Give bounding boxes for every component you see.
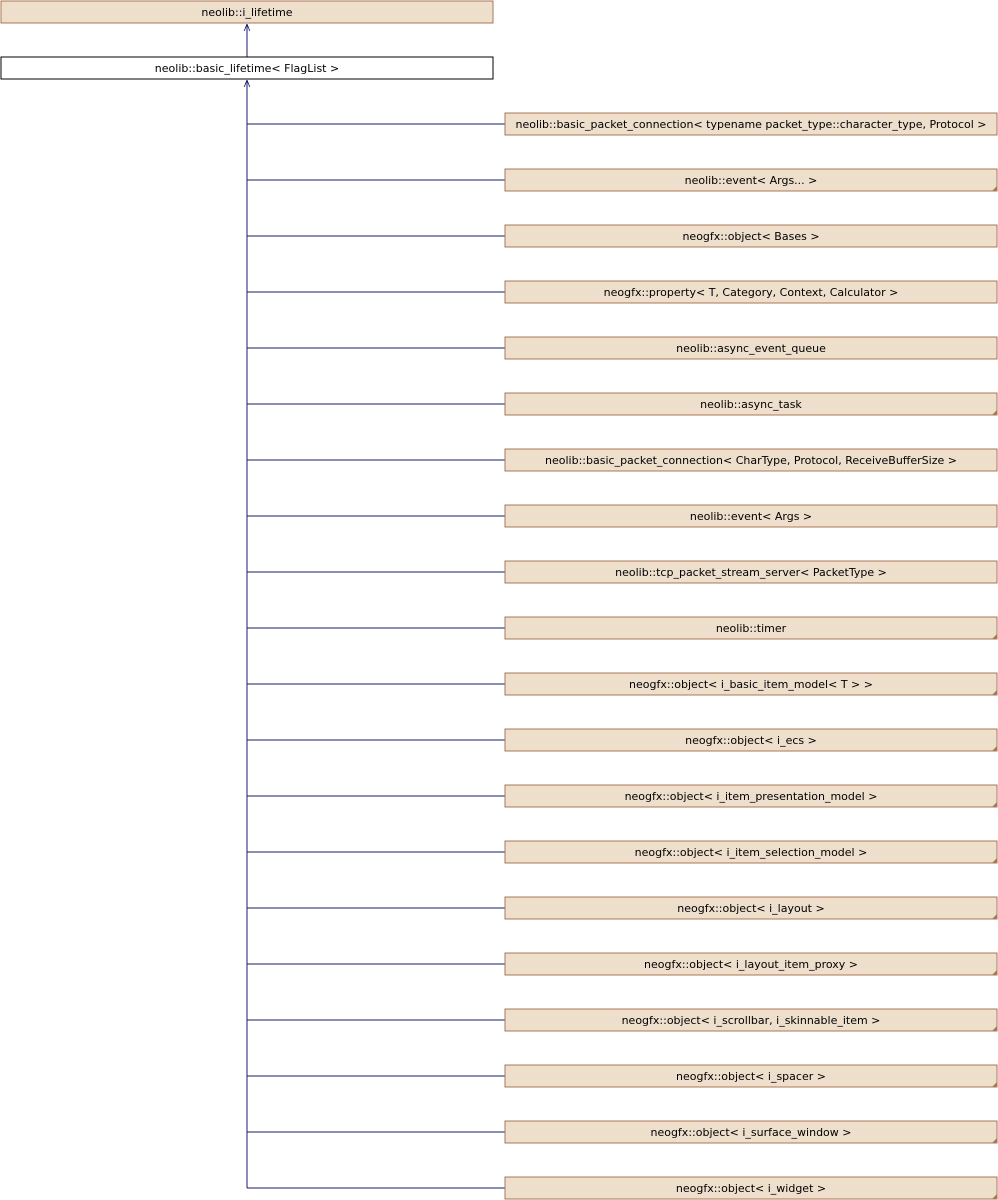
node-derived[interactable] bbox=[505, 561, 997, 583]
node-derived-label: neogfx::object< i_item_selection_model > bbox=[634, 846, 868, 859]
node-derived-label: neogfx::property< T, Category, Context, Calculator > bbox=[603, 286, 899, 299]
node-root[interactable] bbox=[1, 1, 493, 23]
node-derived-label: neolib::basic_packet_connection< CharType, Protocol, ReceiveBufferSize > bbox=[545, 454, 957, 467]
node-derived[interactable] bbox=[505, 113, 997, 135]
node-derived[interactable] bbox=[505, 785, 997, 807]
node-derived[interactable] bbox=[505, 953, 997, 975]
node-derived[interactable] bbox=[505, 729, 997, 751]
derived-nodes bbox=[505, 113, 997, 1199]
node-derived-label: neogfx::object< i_ecs > bbox=[685, 734, 817, 747]
node-derived[interactable] bbox=[505, 449, 997, 471]
node-derived-label: neogfx::object< i_item_presentation_model > bbox=[624, 790, 878, 803]
node-derived-label: neolib::timer bbox=[715, 622, 787, 635]
node-derived[interactable] bbox=[505, 1065, 997, 1087]
node-derived[interactable] bbox=[505, 1121, 997, 1143]
node-derived[interactable] bbox=[505, 393, 997, 415]
node-derived-label: neogfx::object< i_surface_window > bbox=[650, 1126, 852, 1139]
node-derived[interactable] bbox=[505, 169, 997, 191]
node-derived[interactable] bbox=[505, 841, 997, 863]
node-derived-label: neogfx::object< i_widget > bbox=[675, 1182, 827, 1195]
node-derived[interactable] bbox=[505, 1177, 997, 1199]
node-derived-label: neolib::event< Args > bbox=[689, 510, 813, 523]
node-derived[interactable] bbox=[505, 337, 997, 359]
node-focus-label: neolib::basic_lifetime< FlagList > bbox=[154, 62, 340, 75]
node-derived[interactable] bbox=[505, 505, 997, 527]
inheritance-edges bbox=[247, 24, 505, 1188]
node-derived-label: neolib::async_event_queue bbox=[676, 342, 826, 355]
node-derived-label: neogfx::object< i_scrollbar, i_skinnable_item > bbox=[621, 1014, 881, 1027]
node-derived[interactable] bbox=[505, 281, 997, 303]
node-derived-label: neogfx::object< Bases > bbox=[682, 230, 820, 243]
node-derived[interactable] bbox=[505, 617, 997, 639]
node-derived[interactable] bbox=[505, 673, 997, 695]
node-derived-label: neolib::basic_packet_connection< typename packet_type::character_type, Protocol > bbox=[515, 118, 987, 131]
node-derived-label: neolib::event< Args... > bbox=[684, 174, 818, 187]
node-derived[interactable] bbox=[505, 897, 997, 919]
node-derived-label: neogfx::object< i_layout > bbox=[677, 902, 825, 915]
node-derived-label: neogfx::object< i_spacer > bbox=[676, 1070, 826, 1083]
node-derived-label: neogfx::object< i_layout_item_proxy > bbox=[644, 958, 858, 971]
node-focus[interactable] bbox=[1, 57, 493, 79]
node-derived[interactable] bbox=[505, 1009, 997, 1031]
node-derived-label: neogfx::object< i_basic_item_model< T > > bbox=[629, 678, 873, 691]
node-derived[interactable] bbox=[505, 225, 997, 247]
node-derived-label: neolib::tcp_packet_stream_server< PacketType > bbox=[615, 566, 887, 579]
node-derived-label: neolib::async_task bbox=[700, 398, 802, 411]
node-root-label: neolib::i_lifetime bbox=[201, 6, 293, 19]
